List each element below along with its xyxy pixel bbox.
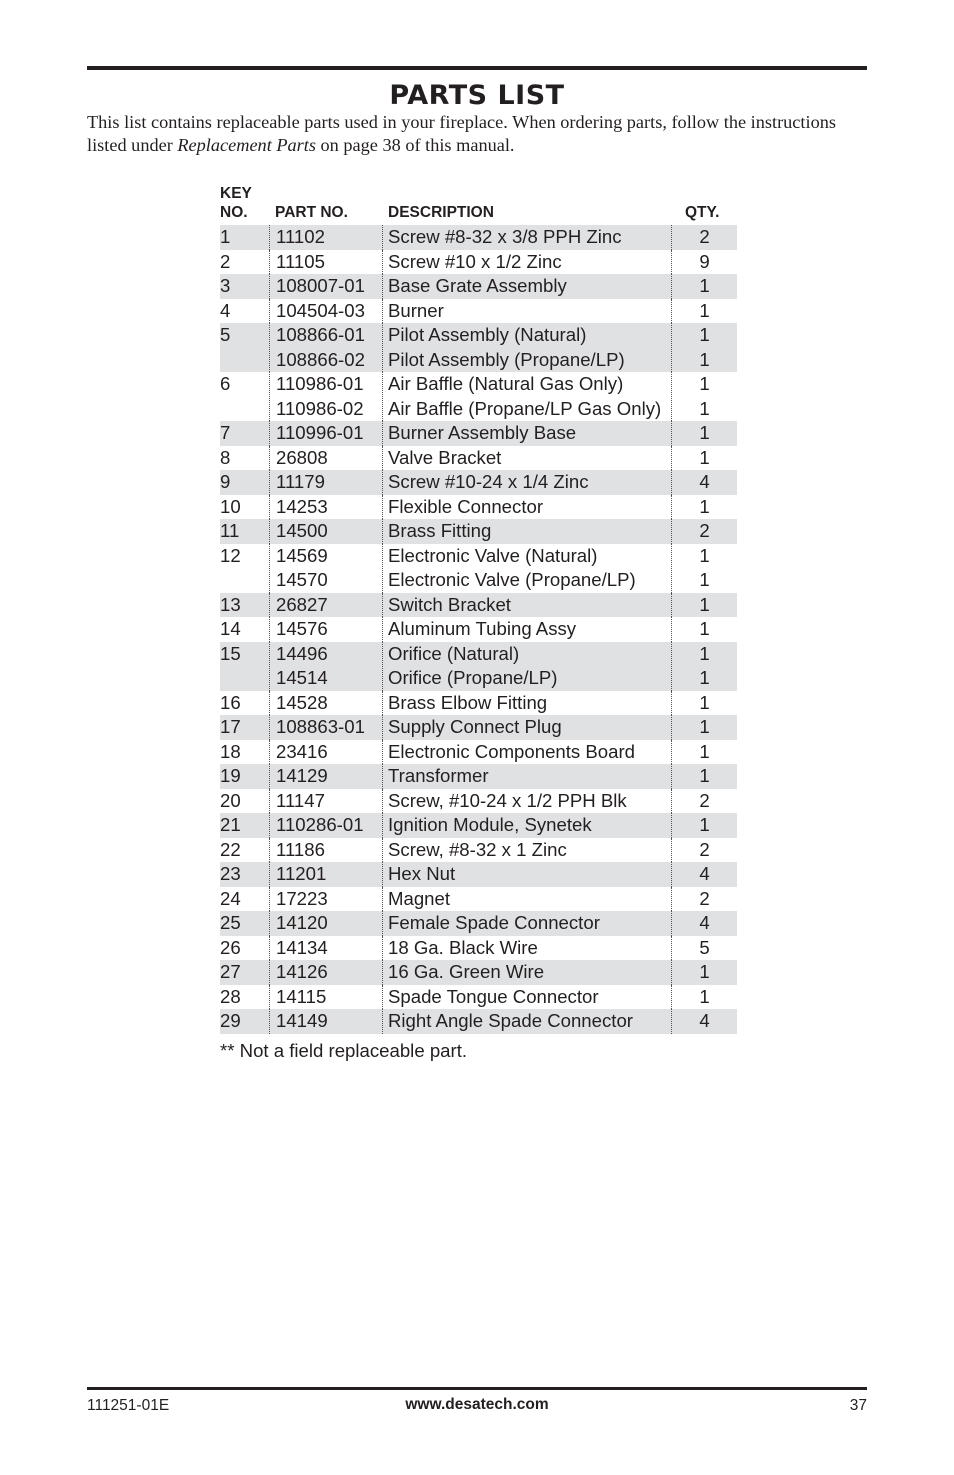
key-no-cell: 17 xyxy=(220,716,241,737)
part-no-cell: 104504-03 xyxy=(276,299,365,321)
description-cell: Base Grate Assembly xyxy=(388,275,567,296)
part-no-cell: 14253 xyxy=(276,495,328,517)
qty-cell: 1 xyxy=(699,667,710,688)
description-cell: Electronic Valve (Propane/LP) xyxy=(388,569,636,590)
qty-cell: 1 xyxy=(699,275,710,296)
part-no-cell: 11147 xyxy=(276,789,325,811)
table-row xyxy=(220,789,737,814)
table-row-group xyxy=(220,225,737,250)
part-no-cell: 11102 xyxy=(276,226,325,247)
qty-cell: 2 xyxy=(699,520,710,541)
description-cell: Screw #10-24 x 1/4 Zinc xyxy=(388,471,589,492)
qty-cell: 1 xyxy=(699,618,710,639)
part-no-cell: 108007-01 xyxy=(276,275,365,296)
table-row xyxy=(220,372,737,397)
table-row xyxy=(220,960,737,985)
table-row-group xyxy=(220,764,737,789)
table-row-group xyxy=(220,250,737,275)
key-no-cell: 11 xyxy=(220,520,240,541)
part-no-cell: 14528 xyxy=(276,691,328,713)
part-no-cell: 26808 xyxy=(276,446,328,468)
qty-cell: 1 xyxy=(699,299,710,321)
table-row xyxy=(220,446,737,471)
key-no-cell: 3 xyxy=(220,275,231,296)
key-no-cell: 2 xyxy=(220,250,231,272)
part-no-cell: 14120 xyxy=(276,912,328,933)
part-no-cell: 108866-01 xyxy=(276,324,365,345)
table-row xyxy=(220,274,737,299)
description-cell: Pilot Assembly (Natural) xyxy=(388,324,587,345)
table-row-group xyxy=(220,789,737,814)
table-row-group xyxy=(220,495,737,520)
table-row xyxy=(220,838,737,863)
qty-cell: 1 xyxy=(699,373,710,394)
table-note: ** Not a field replaceable part. xyxy=(220,1040,468,1061)
part-no-cell: 108863-01 xyxy=(276,716,365,737)
description-cell: Orifice (Propane/LP) xyxy=(388,667,558,688)
intro-text-start: This list contains replaceable parts used in your fireplace. When ordering parts, follow the instructions listed under xyxy=(87,112,836,155)
key-no-cell: 14 xyxy=(220,618,241,639)
description-cell: Screw, #10-24 x 1/2 PPH Blk xyxy=(388,789,627,811)
table-row xyxy=(220,299,737,324)
key-no-cell: 13 xyxy=(220,593,241,615)
key-no-cell: 9 xyxy=(220,471,231,492)
qty-cell: 1 xyxy=(699,495,710,517)
description-cell: Electronic Valve (Natural) xyxy=(388,544,598,566)
table-row xyxy=(220,250,737,275)
table-row-group xyxy=(220,960,737,985)
qty-cell: 1 xyxy=(699,716,710,737)
table-row xyxy=(220,862,737,887)
key-no-cell: 4 xyxy=(220,299,231,321)
part-no-cell: 14514 xyxy=(276,667,328,688)
description-cell: Aluminum Tubing Assy xyxy=(388,618,577,639)
description-cell: Spade Tongue Connector xyxy=(388,985,599,1007)
description-cell: Ignition Module, Synetek xyxy=(388,814,592,835)
key-no-cell: 12 xyxy=(220,544,241,566)
table-row xyxy=(220,323,737,348)
table-row xyxy=(220,1009,737,1034)
part-no-cell: 110996-01 xyxy=(276,422,364,443)
description-cell: Brass Fitting xyxy=(388,520,492,541)
part-no-cell: 14129 xyxy=(276,765,328,786)
table-row-group xyxy=(220,740,737,765)
website-link[interactable]: www.desatech.com xyxy=(405,1396,549,1413)
table-row xyxy=(220,225,737,250)
table-row-group xyxy=(220,323,737,372)
table-row-group xyxy=(220,862,737,887)
bottom-rule xyxy=(87,1387,867,1390)
key-no-cell: 8 xyxy=(220,446,231,468)
key-no-cell: 24 xyxy=(220,887,241,909)
description-cell: Transformer xyxy=(388,765,489,786)
description-cell: Air Baffle (Natural Gas Only) xyxy=(388,373,624,394)
header-key-line2: NO. xyxy=(220,204,248,221)
table-row-group xyxy=(220,911,737,936)
description-cell: Pilot Assembly (Propane/LP) xyxy=(388,348,625,370)
key-no-cell: 6 xyxy=(220,373,231,394)
table-row xyxy=(220,985,737,1010)
description-cell: Switch Bracket xyxy=(388,593,511,615)
part-no-cell: 14569 xyxy=(276,544,328,566)
qty-cell: 2 xyxy=(699,226,710,247)
part-no-cell: 110986-01 xyxy=(276,373,364,394)
table-row xyxy=(220,642,737,667)
key-no-cell: 25 xyxy=(220,912,241,933)
part-no-cell: 110986-02 xyxy=(276,397,364,419)
intro-paragraph xyxy=(87,111,877,157)
table-row xyxy=(220,813,737,838)
part-no-cell: 23416 xyxy=(276,740,328,762)
table-row-group xyxy=(220,838,737,863)
key-no-cell: 20 xyxy=(220,789,241,811)
intro-text-end: on page 38 of this manual. xyxy=(315,135,515,155)
key-no-cell: 22 xyxy=(220,838,241,860)
part-no-cell: 14576 xyxy=(276,618,328,639)
table-row-group xyxy=(220,593,737,618)
parts-table xyxy=(220,185,737,1034)
qty-cell: 1 xyxy=(699,569,710,590)
page-title: PARTS LIST xyxy=(389,80,565,111)
table-row-group xyxy=(220,617,737,642)
qty-cell: 1 xyxy=(699,765,710,786)
key-no-cell: 23 xyxy=(220,863,241,884)
qty-cell: 1 xyxy=(699,740,710,762)
description-cell: Electronic Components Board xyxy=(388,740,636,762)
qty-cell: 5 xyxy=(699,936,710,958)
qty-cell: 1 xyxy=(699,422,710,443)
part-no-cell: 11186 xyxy=(276,838,325,860)
table-row xyxy=(220,495,737,520)
part-no-cell: 17223 xyxy=(276,887,328,909)
part-no-cell: 108866-02 xyxy=(276,348,365,370)
table-row xyxy=(220,470,737,495)
table-row-group xyxy=(220,1009,737,1034)
qty-cell: 4 xyxy=(699,471,710,492)
top-rule xyxy=(87,66,867,70)
part-no-cell: 14149 xyxy=(276,1010,328,1031)
qty-cell: 1 xyxy=(699,397,710,419)
qty-cell: 2 xyxy=(699,838,710,860)
qty-cell: 1 xyxy=(699,985,710,1007)
qty-cell: 1 xyxy=(699,544,710,566)
part-no-cell: 14570 xyxy=(276,569,328,590)
table-row xyxy=(220,764,737,789)
key-no-cell: 21 xyxy=(220,814,241,835)
qty-cell: 1 xyxy=(699,691,710,713)
qty-cell: 1 xyxy=(699,961,710,982)
qty-cell: 1 xyxy=(699,642,710,664)
table-row xyxy=(220,740,737,765)
qty-cell: 4 xyxy=(699,1010,710,1031)
header-description: DESCRIPTION xyxy=(388,204,494,221)
key-no-cell: 1 xyxy=(220,226,231,247)
description-cell: Valve Bracket xyxy=(388,446,502,468)
qty-cell: 4 xyxy=(699,912,710,933)
table-row-group xyxy=(220,642,737,691)
table-row xyxy=(220,617,737,642)
key-no-cell: 26 xyxy=(220,936,241,958)
table-row-group xyxy=(220,519,737,544)
qty-cell: 2 xyxy=(699,789,710,811)
key-no-cell: 16 xyxy=(220,691,241,713)
table-header xyxy=(220,185,737,225)
table-row-group xyxy=(220,936,737,961)
part-no-cell: 11179 xyxy=(276,471,325,492)
description-cell: Supply Connect Plug xyxy=(388,716,562,737)
part-no-cell: 26827 xyxy=(276,593,328,615)
description-cell: Screw #8-32 x 3/8 PPH Zinc xyxy=(388,226,622,247)
part-no-cell: 11201 xyxy=(276,863,327,884)
part-no-cell: 14126 xyxy=(276,961,328,982)
description-cell: Orifice (Natural) xyxy=(388,642,520,664)
key-no-cell: 28 xyxy=(220,985,241,1007)
description-cell: Air Baffle (Propane/LP Gas Only) xyxy=(388,397,662,419)
table-row-group xyxy=(220,985,737,1010)
table-row xyxy=(220,887,737,912)
table-row xyxy=(220,593,737,618)
table-row-group xyxy=(220,544,737,593)
header-key-no xyxy=(220,184,252,222)
description-cell: Screw, #8-32 x 1 Zinc xyxy=(388,838,567,860)
key-no-cell: 5 xyxy=(220,324,231,345)
table-row xyxy=(220,568,737,593)
table-row-group xyxy=(220,274,737,299)
intro-reference: Replacement Parts xyxy=(177,135,316,155)
table-row-group xyxy=(220,299,737,324)
key-no-cell: 10 xyxy=(220,495,241,517)
table-row xyxy=(220,421,737,446)
table-row xyxy=(220,691,737,716)
description-cell: Hex Nut xyxy=(388,863,456,884)
table-row xyxy=(220,666,737,691)
header-key-line1: KEY xyxy=(220,185,252,202)
table-row xyxy=(220,544,737,569)
table-row-group xyxy=(220,715,737,740)
description-cell: Flexible Connector xyxy=(388,495,544,517)
table-row xyxy=(220,519,737,544)
page-number: 37 xyxy=(849,1397,867,1414)
key-no-cell: 19 xyxy=(220,765,241,786)
qty-cell: 1 xyxy=(699,348,710,370)
table-row xyxy=(220,348,737,373)
header-qty: QTY. xyxy=(685,204,720,221)
table-row-group xyxy=(220,421,737,446)
qty-cell: 1 xyxy=(699,324,710,345)
part-no-cell: 14134 xyxy=(276,936,328,958)
table-row-group xyxy=(220,446,737,471)
table-row-group xyxy=(220,372,737,421)
part-no-cell: 14500 xyxy=(276,520,328,541)
table-row-group xyxy=(220,887,737,912)
qty-cell: 9 xyxy=(699,250,710,272)
description-cell: 18 Ga. Black Wire xyxy=(388,936,538,958)
table-row xyxy=(220,715,737,740)
key-no-cell: 27 xyxy=(220,961,241,982)
qty-cell: 4 xyxy=(699,863,710,884)
qty-cell: 1 xyxy=(699,814,710,835)
description-cell: Burner xyxy=(388,299,444,321)
description-cell: Screw #10 x 1/2 Zinc xyxy=(388,250,562,272)
document-number: 111251-01E xyxy=(87,1397,170,1414)
qty-cell: 1 xyxy=(699,446,710,468)
part-no-cell: 14115 xyxy=(276,985,327,1007)
qty-cell: 2 xyxy=(699,887,710,909)
table-row xyxy=(220,397,737,422)
table-row-group xyxy=(220,691,737,716)
description-cell: 16 Ga. Green Wire xyxy=(388,961,545,982)
key-no-cell: 18 xyxy=(220,740,241,762)
table-row xyxy=(220,936,737,961)
part-no-cell: 14496 xyxy=(276,642,328,664)
header-part-no: PART NO. xyxy=(275,204,348,221)
key-no-cell: 29 xyxy=(220,1010,241,1031)
description-cell: Burner Assembly Base xyxy=(388,422,577,443)
description-cell: Magnet xyxy=(388,887,451,909)
key-no-cell: 15 xyxy=(220,642,241,664)
table-body xyxy=(220,225,737,1034)
table-row xyxy=(220,911,737,936)
description-cell: Female Spade Connector xyxy=(388,912,600,933)
table-row-group xyxy=(220,470,737,495)
description-cell: Brass Elbow Fitting xyxy=(388,691,548,713)
part-no-cell: 110286-01 xyxy=(276,814,364,835)
description-cell: Right Angle Spade Connector xyxy=(388,1010,633,1031)
part-no-cell: 11105 xyxy=(276,250,325,272)
key-no-cell: 7 xyxy=(220,422,231,443)
table-row-group xyxy=(220,813,737,838)
qty-cell: 1 xyxy=(699,593,710,615)
